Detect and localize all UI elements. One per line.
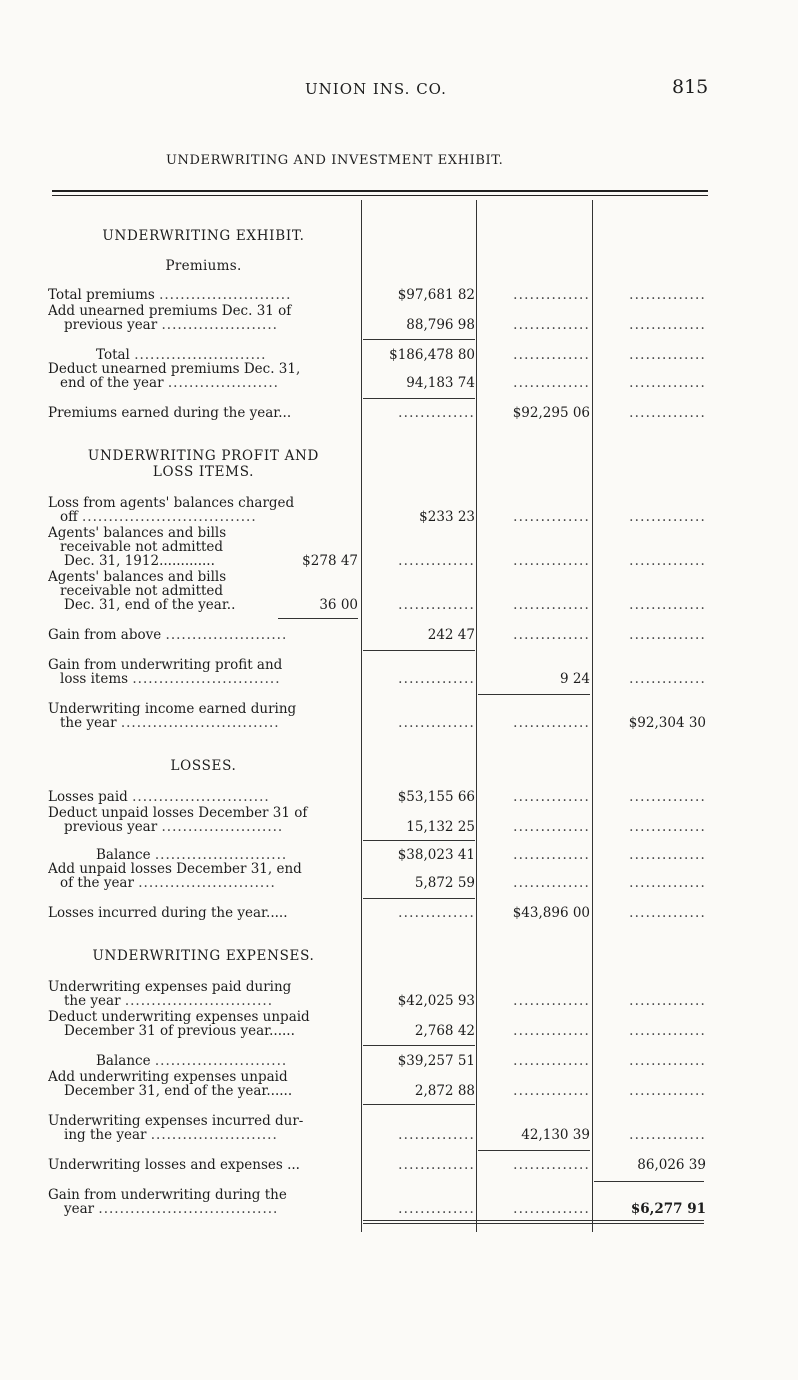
cell-value: $92,295 06 — [512, 406, 590, 420]
table-row — [48, 404, 708, 420]
cell-value: 88,796 98 — [406, 318, 475, 332]
table-row — [48, 568, 708, 612]
row-label: Add underwriting expenses unpaid — [48, 1070, 288, 1085]
dot-leader: .............. — [398, 1128, 475, 1142]
table-row — [48, 1156, 708, 1172]
dot-leader: .............. — [398, 716, 475, 730]
dot-leader: .............. — [513, 820, 590, 834]
row-label: Deduct unearned premiums Dec. 31, — [48, 362, 301, 377]
dot-leader: .............. — [513, 598, 590, 612]
row-label: Balance — [96, 848, 151, 862]
dot-leader: .............. — [629, 672, 706, 686]
dot-leader: .............. — [629, 598, 706, 612]
cell-value: $233 23 — [419, 510, 475, 524]
table-row: Add unearned premiums Dec. 31 of previous year ...................... 88,796 98 .............. .............. — [48, 304, 706, 332]
subtotal-rule — [363, 898, 475, 899]
table-row: Balance ......................... $39,257 51 .............. .............. — [96, 1054, 706, 1068]
dot-leader: .............. — [398, 672, 475, 686]
dot-leader: .............. — [513, 1202, 590, 1216]
table-row: Gain from underwriting during the year .................................. .............. .............. $6,277 91 — [48, 1188, 706, 1216]
dot-leader: .............. — [629, 1128, 706, 1142]
cell-value: $42,025 93 — [397, 994, 475, 1008]
section-losses: LOSSES. — [170, 758, 237, 774]
section-expenses: UNDERWRITING EXPENSES. — [92, 948, 315, 964]
dot-leader: .............. — [513, 790, 590, 804]
cell-value: $38,023 41 — [397, 848, 475, 862]
dot-leader: .............. — [629, 288, 706, 302]
table-row: Loss from agents' balances charged off ................................. $233 23 .............. .............. — [48, 496, 706, 524]
table-row: Gain from underwriting profit and loss items ............................ .............. 9 24 .............. — [48, 658, 706, 686]
section-premiums: Premiums. — [165, 258, 242, 274]
row-label: Loss from agents' balances charged — [48, 496, 295, 511]
cell-value: 94,183 74 — [406, 376, 475, 390]
row-label-cont: loss items — [60, 671, 129, 686]
dot-leader: .............. — [513, 376, 590, 390]
table-row: Total ......................... $186,478 80 .............. .............. — [96, 348, 706, 362]
row-label: Losses paid — [48, 790, 128, 804]
row-label-cont: end of the year — [60, 375, 164, 390]
dot-leader: .............. — [513, 994, 590, 1008]
dot-leader: .............. — [629, 1024, 706, 1038]
dot-leader: .............. — [513, 1084, 590, 1098]
dot-leader: .............. — [629, 876, 706, 890]
dot-leader: .............. — [513, 848, 590, 862]
top-rule — [52, 190, 708, 192]
table-row: Add unpaid losses December 31, end of the year .......................... 5,872 59 .............. .............. — [48, 862, 706, 890]
row-label: Total premiums — [48, 288, 155, 302]
row-label: Underwriting income earned during — [48, 702, 297, 717]
dot-leader: .............. — [398, 1158, 475, 1172]
dot-leader: .............. — [513, 716, 590, 730]
row-label: Deduct underwriting expenses unpaid — [48, 1010, 310, 1025]
cell-value: $186,478 80 — [389, 348, 475, 362]
dot-leader: .............. — [513, 628, 590, 642]
row-label: Gain from underwriting during the — [48, 1188, 287, 1203]
row-label: Underwriting expenses incurred dur- — [48, 1114, 304, 1129]
subtotal-rule — [363, 1045, 475, 1046]
section-line: UNDERWRITING PROFIT AND — [87, 448, 320, 464]
row-label-cont: Dec. 31, 1912............. — [64, 553, 215, 568]
subtotal-rule — [363, 339, 475, 340]
row-label: Add unpaid losses December 31, end — [48, 862, 302, 877]
cell-value: 242 47 — [427, 628, 475, 642]
cell-value: $39,257 51 — [397, 1054, 475, 1068]
row-label: Losses incurred during the year..... — [48, 906, 288, 920]
dot-leader: .............. — [629, 628, 706, 642]
table-row: Losses paid .......................... $53,155 66 .............. .............. — [48, 790, 706, 804]
row-label-cont: ing the year — [64, 1127, 147, 1142]
dot-leader: .............. — [629, 820, 706, 834]
cell-value: 9 24 — [559, 672, 590, 686]
table-row — [48, 1068, 708, 1098]
row-label: Deduct unpaid losses December 31 of — [48, 806, 308, 821]
table-row: Deduct unpaid losses December 31 of previous year ....................... 15,132 25 .............. .............. — [48, 806, 706, 834]
row-label-cont: previous year — [64, 317, 158, 332]
dot-leader: .............. — [629, 848, 706, 862]
section-line: LOSS ITEMS. — [152, 464, 255, 480]
dot-leader: .............. — [513, 1024, 590, 1038]
subtotal-rule — [363, 398, 475, 399]
cell-value: 42,130 39 — [521, 1128, 590, 1142]
inner-rule — [278, 618, 358, 619]
dot-leader: .............. — [398, 406, 475, 420]
cell-value: 86,026 39 — [637, 1158, 706, 1172]
dot-leader: .............. — [629, 318, 706, 332]
row-label-cont: off — [60, 509, 78, 524]
dot-leader: .............. — [629, 554, 706, 568]
page-number: 815 — [672, 76, 709, 98]
row-label: Balance — [96, 1054, 151, 1068]
row-label-cont: year — [64, 1201, 95, 1216]
dot-leader: .............. — [629, 406, 706, 420]
row-label: Gain from underwriting profit and — [48, 658, 283, 673]
exhibit-title: UNDERWRITING AND INVESTMENT EXHIBIT. — [166, 153, 504, 168]
cell-value: $92,304 30 — [628, 716, 706, 730]
table-row: Gain from above ....................... 242 47 .............. .............. — [48, 628, 706, 642]
dot-leader: .............. — [513, 318, 590, 332]
row-label: Total — [96, 348, 130, 362]
table-row: Underwriting expenses paid during the year ............................ $42,025 93 .............. .............. — [48, 980, 706, 1008]
row-label-cont: receivable not admitted — [60, 583, 224, 599]
dot-leader: .............. — [398, 598, 475, 612]
cell-value: $53,155 66 — [397, 790, 475, 804]
row-label: Underwriting losses and expenses ... — [48, 1158, 300, 1172]
section-profit-loss — [48, 448, 359, 480]
table-row: Balance ......................... $38,023 41 .............. .............. — [96, 848, 706, 862]
table-row — [48, 1008, 708, 1038]
row-label-cont: the year — [60, 715, 117, 730]
cell-value: $97,681 82 — [397, 288, 475, 302]
dot-leader: .............. — [629, 994, 706, 1008]
cell-value: 5,872 59 — [414, 876, 475, 890]
dot-leader: .............. — [398, 906, 475, 920]
dot-leader: .............. — [513, 510, 590, 524]
subtotal-rule — [478, 1150, 590, 1151]
row-label-cont: receivable not admitted — [60, 539, 224, 555]
subtotal-rule — [363, 650, 475, 651]
table-row: Underwriting income earned during the year .............................. .............. .............. $92,304 30 — [48, 702, 706, 730]
cell-value: $43,896 00 — [512, 906, 590, 920]
row-label-cont: of the year — [60, 875, 134, 890]
row-label: Agents' balances and bills — [48, 570, 227, 585]
dot-leader: .............. — [513, 1054, 590, 1068]
table-row: Underwriting expenses incurred dur- ing the year ........................ .............. 42,130 39 .............. — [48, 1114, 706, 1142]
closing-double-rule — [363, 1220, 704, 1224]
dot-leader: .............. — [513, 876, 590, 890]
dot-leader: .............. — [398, 1202, 475, 1216]
cell-value: 2,872 88 — [414, 1084, 475, 1098]
cell-value-total: $6,277 91 — [630, 1202, 706, 1216]
dot-leader: .............. — [629, 1054, 706, 1068]
table-row — [48, 524, 708, 568]
inner-value: $278 47 — [302, 554, 358, 568]
dot-leader: .............. — [629, 348, 706, 362]
dot-leader: .............. — [629, 510, 706, 524]
table-row — [48, 904, 708, 920]
dot-leader: .............. — [629, 906, 706, 920]
row-label: Premiums earned during the year... — [48, 406, 292, 420]
row-label: Add unearned premiums Dec. 31 of — [48, 304, 292, 319]
row-label: Agents' balances and bills — [48, 526, 227, 541]
subtotal-rule — [363, 840, 475, 841]
section-underwriting-exhibit: UNDERWRITING EXHIBIT. — [102, 228, 305, 244]
inner-value: 36 00 — [319, 598, 358, 612]
dot-leader: .............. — [513, 288, 590, 302]
cell-value: 15,132 25 — [406, 820, 475, 834]
subtotal-rule — [478, 694, 590, 695]
dot-leader: .............. — [629, 790, 706, 804]
dot-leader: .............. — [513, 554, 590, 568]
subtotal-rule — [363, 1104, 475, 1105]
dot-leader: .............. — [629, 376, 706, 390]
cell-value: 2,768 42 — [414, 1024, 475, 1038]
dot-leader: .............. — [513, 1158, 590, 1172]
row-label: Gain from above — [48, 628, 162, 642]
subtotal-rule — [594, 1181, 704, 1182]
dot-leader: .............. — [629, 1084, 706, 1098]
row-label: Underwriting expenses paid during — [48, 980, 292, 995]
row-label-cont: the year — [64, 993, 121, 1008]
table-row: Total premiums ......................... $97,681 82 .............. .............. — [48, 288, 706, 302]
page-header-title: UNION INS. CO. — [305, 80, 447, 98]
table-row: Deduct unearned premiums Dec. 31, end of the year ..................... 94,183 74 .............. .............. — [48, 362, 706, 390]
dot-leader: .............. — [398, 554, 475, 568]
row-label-cont: Dec. 31, end of the year.. — [64, 597, 236, 612]
row-label-cont: December 31, end of the year...... — [64, 1083, 293, 1098]
dot-leader: .............. — [513, 348, 590, 362]
top-rule-thin — [52, 195, 708, 196]
row-label-cont: previous year — [64, 819, 158, 834]
row-label-cont: December 31 of previous year...... — [64, 1023, 295, 1038]
